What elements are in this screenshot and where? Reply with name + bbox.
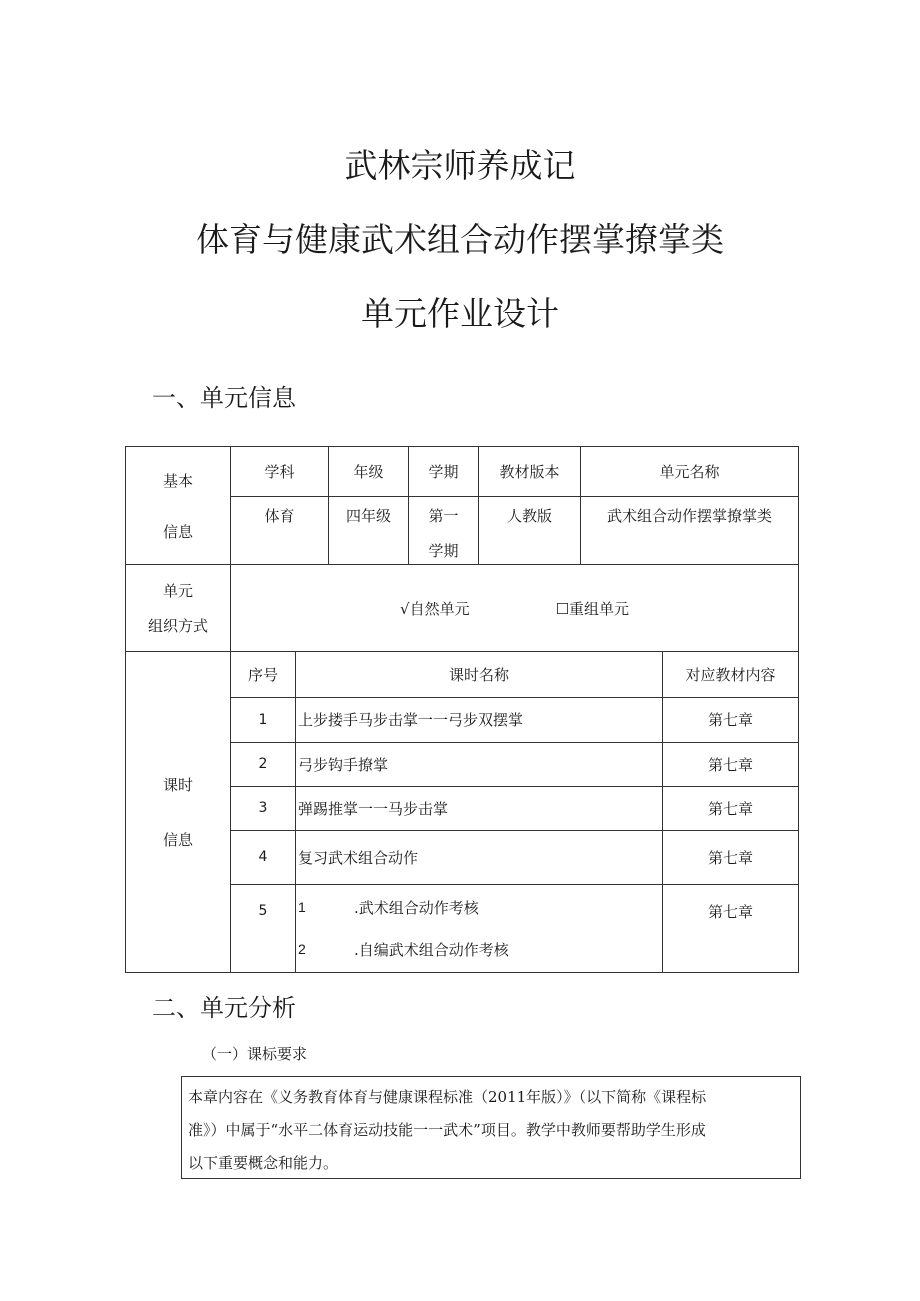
org-method-label-2: 组织方式 <box>147 617 208 636</box>
value-grade: 四年级 <box>329 497 409 565</box>
value-term <box>409 497 479 565</box>
natural-unit-option: √自然单元 <box>400 599 470 618</box>
section-heading-unit-analysis: 二、单元分析 <box>152 994 296 1022</box>
lesson-content: 第七章 <box>663 884 799 972</box>
value-term-2: 学期 <box>428 542 459 561</box>
lesson-name: 弓步钩手撩掌 <box>296 742 663 786</box>
sub-item-text: .武术组合动作考核 <box>354 898 479 917</box>
value-edition: 人教版 <box>479 497 581 565</box>
lesson-seq: 1 <box>231 698 296 742</box>
lesson-content: 第七章 <box>663 742 799 786</box>
header-term: 学期 <box>409 447 479 497</box>
basic-info-label-2: 信息 <box>162 522 193 541</box>
paragraph-line-1: 本章内容在《义务教育体育与健康课程标准（2011年版）》（以下简称《课程标 <box>188 1088 707 1106</box>
lesson-info-label-2: 信息 <box>162 831 193 850</box>
curriculum-paragraph-box <box>181 1076 801 1179</box>
lesson-header-content: 对应教材内容 <box>663 652 799 698</box>
header-edition: 教材版本 <box>479 447 581 497</box>
sub-item-number: 1 <box>298 899 306 916</box>
regrouped-unit-option: ☐重组单元 <box>555 599 630 618</box>
lesson-name: 复习武术组合动作 <box>296 830 663 884</box>
lesson-seq: 2 <box>231 742 296 786</box>
section-heading-unit-info: 一、单元信息 <box>152 384 296 412</box>
header-grade: 年级 <box>329 447 409 497</box>
sub-item-text: .自编武术组合动作考核 <box>354 940 509 959</box>
value-term-1: 第一 <box>428 507 459 526</box>
lesson-seq: 3 <box>231 786 296 830</box>
value-unit-name: 武术组合动作摆掌撩掌类 <box>581 497 799 565</box>
value-subject: 体育 <box>231 497 329 565</box>
lesson-seq: 4 <box>231 830 296 884</box>
paragraph-line-3: 以下重要概念和能力。 <box>188 1154 339 1172</box>
header-unit-name: 单元名称 <box>581 447 799 497</box>
basic-info-label-cell <box>126 447 231 565</box>
lesson-content: 第七章 <box>663 698 799 742</box>
lesson-content: 第七章 <box>663 786 799 830</box>
document-title-line-2: 体育与健康武术组合动作摆掌撩掌类 <box>196 220 724 259</box>
paragraph-line-2: 准》）中属于“水平二体育运动技能一一武术”项目。教学中教师要帮助学生形成 <box>188 1121 706 1139</box>
org-method-label-1: 单元 <box>162 582 193 601</box>
org-method-options <box>231 565 799 652</box>
lesson-name: 上步搂手马步击掌一一弓步双摆掌 <box>296 698 663 742</box>
document-title-line-1: 武林宗师养成记 <box>344 146 576 185</box>
sub-heading-curriculum: （一）课标要求 <box>202 1045 308 1063</box>
lesson-info-label-cell <box>126 652 231 973</box>
lesson-name: 弹踢推掌一一马步击掌 <box>296 786 663 830</box>
lesson-header-name: 课时名称 <box>296 652 663 698</box>
lesson-name <box>296 884 663 972</box>
unit-info-table <box>125 446 799 973</box>
lesson-header-seq: 序号 <box>231 652 296 698</box>
lesson-seq: 5 <box>231 884 296 972</box>
sub-item-number: 2 <box>298 941 306 958</box>
document-title-line-3: 单元作业设计 <box>361 294 559 333</box>
lesson-info-label-1: 课时 <box>162 776 193 795</box>
basic-info-label-1: 基本 <box>162 471 193 490</box>
header-subject: 学科 <box>231 447 329 497</box>
lesson-content: 第七章 <box>663 830 799 884</box>
org-method-label-cell <box>126 565 231 652</box>
